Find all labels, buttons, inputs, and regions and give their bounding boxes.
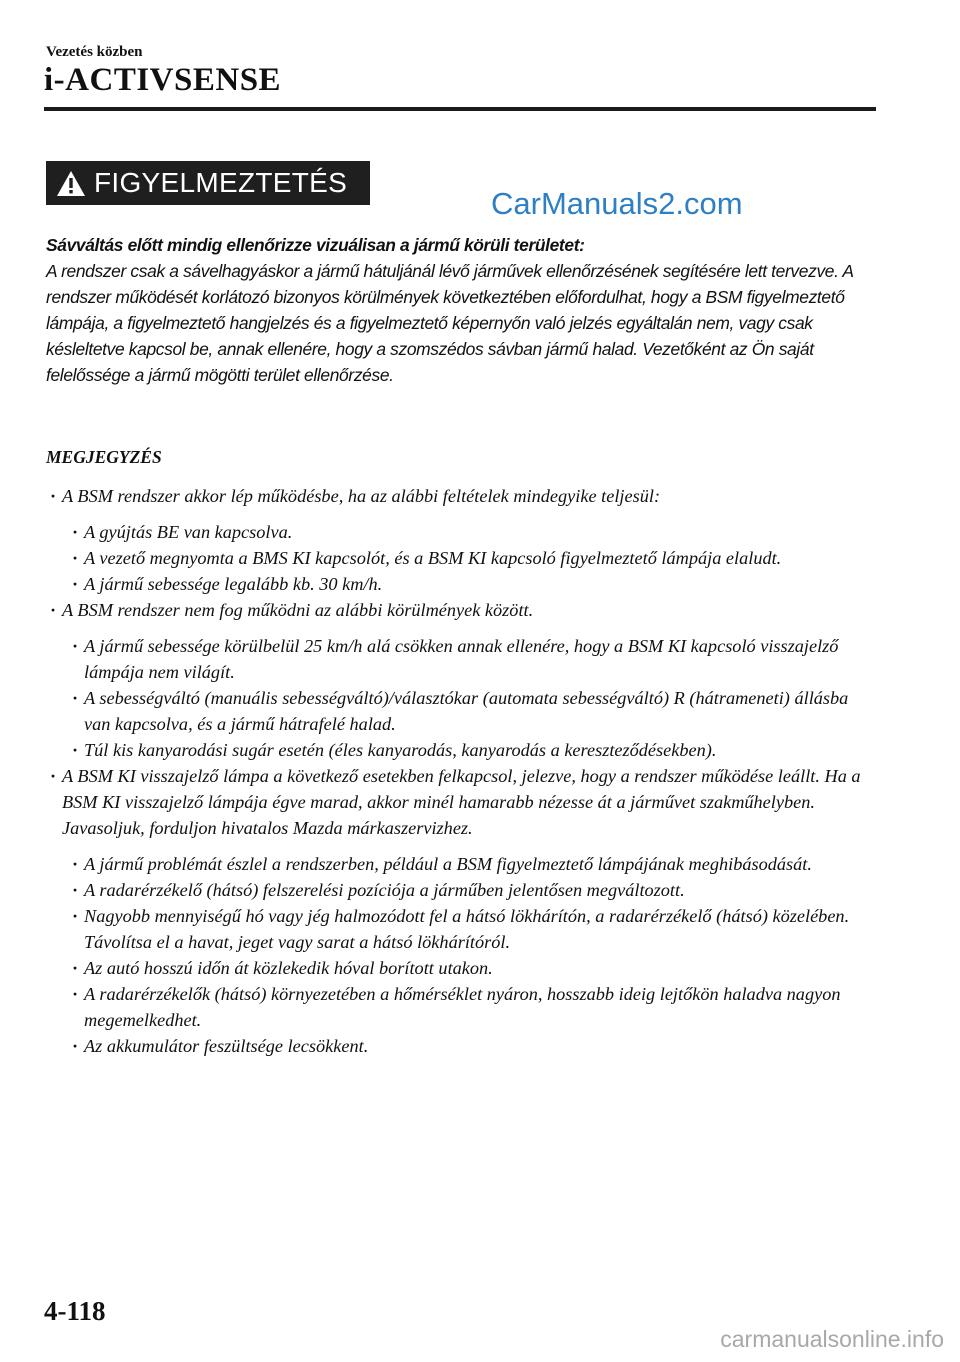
note-subitem: · A jármű sebessége körülbelül 25 km/h alá csökken annak ellenére, hogy a BSM KI kapcsoló visszajelző lámpája nem világít. <box>46 633 876 685</box>
warning-label: FIGYELMEZTETÉS <box>94 167 348 198</box>
note-subitem: · A vezető megnyomta a BMS KI kapcsolót, és a BSM KI kapcsoló figyelmeztető lámpája elaludt. <box>46 545 876 571</box>
note-heading: MEGJEGYZÉS <box>46 447 162 467</box>
note-subitem: · Nagyobb mennyiségű hó vagy jég halmozódott fel a hátsó lökhárítón, a radarérzékelő (hátsó) közelében. Távolítsa el a havat, jeget vagy sarat a hátsó lökhárítóról. <box>46 903 876 955</box>
warning-heading: Sávváltás előtt mindig ellenőrizze vizuálisan a jármű körüli területet: <box>46 235 585 255</box>
warning-text <box>46 232 876 388</box>
note-subitem: · Az autó hosszú időn át közlekedik hóval borított utakon. <box>46 955 876 981</box>
section-label: Vezetés közben <box>46 44 143 60</box>
footer-watermark[interactable]: carmanualsonline.info <box>720 1326 944 1352</box>
note-subitem: · A jármű sebessége legalább kb. 30 km/h. <box>46 571 876 597</box>
note-item: · A BSM KI visszajelző lámpa a következő esetekben felkapcsol, jelezve, hogy a rendszer működése leállt. Ha a BSM KI visszajelző lámpája égve marad, akkor minél hamarabb nézesse át a járművet szakműhelyben. Javasoljuk, forduljon hivatalos Mazda márkaszervizhez. <box>46 763 876 841</box>
chapter-title: i-ACTIVSENSE <box>44 62 282 98</box>
warning-triangle-icon <box>56 170 86 197</box>
note-subitem: · A sebességváltó (manuális sebességváltó)/választókar (automata sebességváltó) R (hátrameneti) állásba van kapcsolva, és a jármű hátrafelé halad. <box>46 685 876 737</box>
note-item: · A BSM rendszer akkor lép működésbe, ha az alábbi feltételek mindegyike teljesül: <box>46 483 876 509</box>
note-subitem: · A gyújtás BE van kapcsolva. <box>46 519 876 545</box>
page-number: 4-118 <box>44 1296 106 1326</box>
note-subitem: · A jármű problémát észlel a rendszerben, például a BSM figyelmeztető lámpájának meghibásodását. <box>46 851 876 877</box>
note-list <box>46 483 876 1059</box>
watermark[interactable]: CarManuals2.com <box>491 186 743 221</box>
note-subitem: · Az akkumulátor feszültsége lecsökkent. <box>46 1033 876 1059</box>
note-subitem: · Túl kis kanyarodási sugár esetén (éles kanyarodás, kanyarodás a kereszteződésekben). <box>46 737 876 763</box>
warning-body: A rendszer csak a sávelhagyáskor a jármű hátuljánál lévő járművek ellenőrzésének segítésére lett tervezve. A rendszer működését korlátozó bizonyos körülmények következtében előfordulhat, hogy a BSM figyelmeztető lámpája, a figyelmeztető hangjelzés és a figyelmeztető képernyőn való jelzés egyáltalán nem, vagy csak késleltetve kapcsol be, annak ellenére, hogy a szomszédos sávban jármű halad. Vezetőként az Ön saját felelőssége a jármű mögötti terület ellenőrzése. <box>46 261 854 385</box>
warning-badge <box>46 161 370 205</box>
note-item: · A BSM rendszer nem fog működni az alábbi körülmények között. <box>46 597 876 623</box>
header-rule <box>44 107 876 111</box>
note-subitem: · A radarérzékelők (hátsó) környezetében a hőmérséklet nyáron, hosszabb ideig lejtőkön haladva nagyon megemelkedhet. <box>46 981 876 1033</box>
note-subitem: · A radarérzékelő (hátsó) felszerelési pozíciója a járműben jelentősen megváltozott. <box>46 877 876 903</box>
